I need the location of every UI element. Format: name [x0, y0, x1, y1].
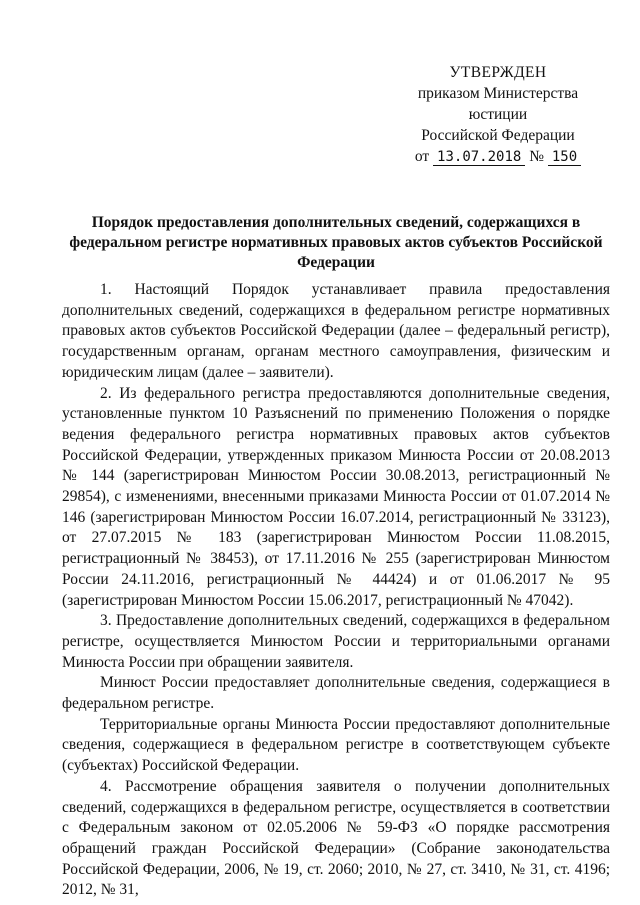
paragraph-4: 4. Рассмотрение обращения заявителя о получении дополнительных сведений, содержащихся в федеральном регистре, осуществляется в соответствии с Федеральным законом от 02.05.2006 № 59-ФЗ «О порядке рассмотрения обращений граждан Российской Федерации» (Собрание законодательства Российской Федерации, 2006, № 19, ст. 2060; 2010, № 27, ст. 3410, № 31, ст. 4196; 2012, № 31, — [62, 777, 610, 899]
paragraph-3-ministry: Минюст России предоставляет дополнительные сведения, содержащиеся в федеральном регистре. — [62, 674, 610, 713]
approval-line-ministry: приказом Министерства юстиции — [417, 85, 579, 123]
paragraph-3-territorial: Территориальные органы Минюста России предоставляют дополнительные сведения, содержащиеся в федеральном регистре в соответствующем субъекте (субъектах) Российской Федерации. — [62, 715, 610, 775]
approval-order-reference — [388, 146, 608, 167]
document-body — [62, 280, 610, 901]
approval-title: УТВЕРЖДЕН — [449, 64, 547, 81]
approval-line-country: Российской Федерации — [421, 127, 575, 144]
document-title: Порядок предоставления дополнительных сведений, содержащихся в федеральном регистре нормативных правовых актов субъектов Российской Федерации — [69, 214, 603, 271]
approval-stamp — [388, 62, 608, 167]
paragraph-3: 3. Предоставление дополнительных сведений, содержащихся в федеральном регистре, осуществляется Минюстом России и территориальными органами Минюста России при обращении заявителя. — [62, 612, 610, 671]
order-number: 150 — [548, 149, 581, 166]
paragraph-2: 2. Из федерального регистра предоставляются дополнительные сведения, установленные пунктом 10 Разъяснений по применению Положения о порядке ведения федерального регистра нормативных правовых актов субъектов Российской Федерации, утвержденных приказом Минюста России от 20.08.2013 № 144 (зарегистрирован Минюстом России 30.08.2013, регистрационный № 29854), с изменениями, внесенными приказами Минюста России от 01.07.2014 № 146 (зарегистрирован Минюстом России 16.07.2014, регистрационный № 33123), от 27.07.2015 № 183 (зарегистрирован Минюстом России 11.08.2015, регистрационный № 38453), от 17.11.2016 № 255 (зарегистрирован Минюстом России 24.11.2016, регистрационный № 44424) и от 01.06.2017 № 95 (зарегистрирован Минюстом России 15.06.2017, регистрационный № 47042). — [62, 384, 610, 609]
date-prefix: от — [414, 148, 430, 165]
paragraph-1: 1. Настоящий Порядок устанавливает правила предоставления дополнительных сведений, содержащихся в федеральном регистре нормативных правовых актов субъектов Российской Федерации (далее – федеральный регистр), государственным органам, органам местного самоуправления, физическим и юридическим лицам (далее – заявители). — [62, 281, 610, 381]
number-prefix: № — [529, 148, 544, 165]
order-date: 13.07.2018 — [433, 149, 525, 166]
